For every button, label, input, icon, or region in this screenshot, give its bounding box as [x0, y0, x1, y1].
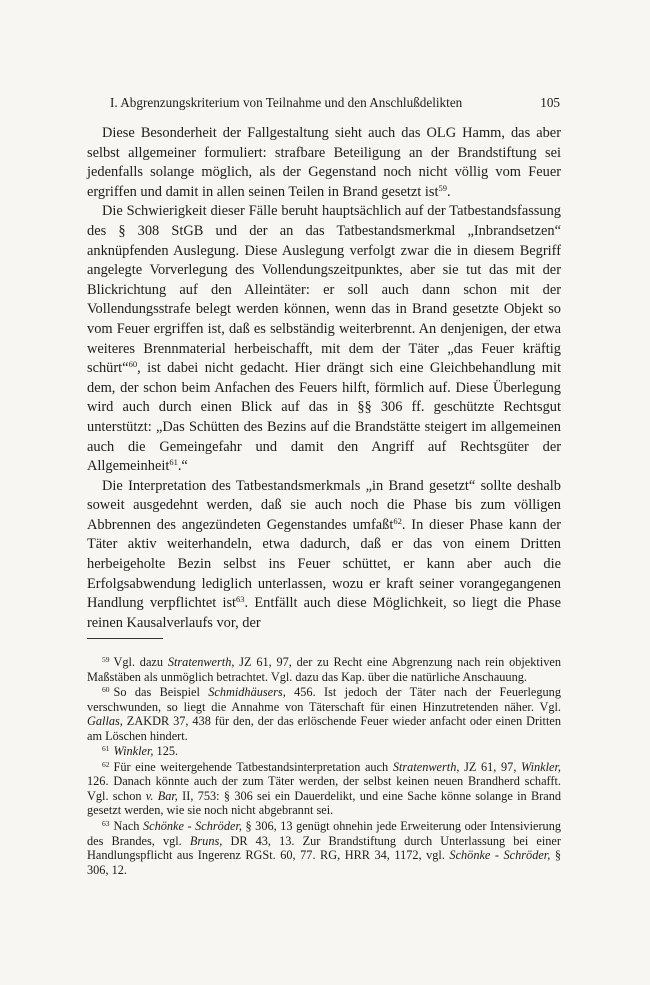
page-number: 105: [540, 95, 560, 110]
footnote-separator: [87, 638, 163, 639]
footnote-number: 59: [102, 655, 110, 664]
paragraph-text: . In dieser Phase kann der Täter aktiv weiterhandeln, etwa dadurch, daß er das von einem Dritten herbeigeholte Bezin selbst ins Feuer schüttet, er kann aber auch die Erfolgsabwendung lediglich unterlassen, wozu er kraft seiner vorangegangenen Handlung verpflichtet ist: [87, 516, 561, 612]
footnote-number: 60: [102, 685, 110, 695]
footnote-author: Winkler,: [521, 759, 561, 774]
footnote-text: Vgl. dazu: [113, 655, 168, 669]
footnote-number: 61: [102, 744, 110, 754]
footnote-author: Gallas,: [87, 714, 123, 729]
footnote-63: [87, 819, 561, 877]
paragraph-2: [87, 202, 561, 476]
footnote-text: DR 43, 13. Zur Brandstiftung durch Unterlassung bei einer Handlungspflicht aus Ingerenz RGSt. 60, 77. RG, HRR 34, 1172, vgl.: [87, 833, 561, 863]
footnote-number: 63: [102, 819, 110, 829]
footnote-text: 125.: [153, 744, 179, 759]
paragraph-text: .: [446, 183, 451, 200]
footnote-author: Schönke - Schröder,: [449, 848, 551, 863]
footnote-text: 126. Danach könnte auch der zum Täter werden, der selbst keinen neuen Brandherd schafft. Vgl. schon: [87, 774, 561, 803]
footnote-text: II, 753: § 306 sei ein Dauerdelikt, und eine Sache könne solange in Brand gesetzt werden, wie sie noch nicht abgebrannt sei.: [87, 788, 561, 818]
paragraph-3: [87, 477, 561, 634]
footnote-author: Schönke - Schröder,: [143, 819, 242, 834]
paragraph-text: , ist dabei nicht gedacht. Hier drängt sich eine Gleichbehandlung mit dem, der schon beim Anfachen des Feuers hilft, förmlich auf. Diese Überlegung wird auch durch einen Blick auf das in §§ 306 ff. geschützte Rechtsgut unterstützt: „Das Schütten des Bezins auf die Brandstätte steigert im allgemeinen auch die Gemeingefahr und damit den Angriff auf Rechtsgüter der Allgemeinheit: [87, 360, 561, 475]
footnote-author: Bruns,: [189, 833, 223, 848]
footnote-text: ZAKDR 37, 438 für den, der das erlöschende Feuer wieder anfacht oder einen Dritten am Löschen hindert.: [87, 714, 561, 743]
footnote-text: Für eine weitergehende Tatbestandsinterpretation auch: [113, 759, 393, 774]
footnote-60: [87, 685, 561, 743]
running-title: I. Abgrenzungskriterium von Teilnahme und den Anschlußdelikten: [110, 95, 463, 110]
footnote-text: JZ 61, 97,: [459, 759, 522, 774]
footnote-ref-63[interactable]: 63: [236, 594, 245, 605]
footnote-text: § 306, 13 genügt ohnehin jede Erweiterung oder Intensivierung des Brandes, vgl.: [87, 819, 561, 848]
footnote-author: v. Bar,: [145, 788, 178, 803]
footnote-author: Stratenwerth,: [167, 655, 235, 669]
paragraph-text: .“: [177, 458, 188, 475]
paragraph-text: . Entfällt auch diese Möglichkeit, so liegt die Phase reinen Kausalverlaufs vor, der: [87, 595, 561, 631]
paragraph-1: [87, 124, 561, 202]
footnote-ref-62[interactable]: 62: [393, 515, 402, 526]
paragraph-text: Die Interpretation des Tatbestandsmerkmals „in Brand gesetzt“ sollte deshalb soweit ausgedehnt werden, daß sie auch noch die Phase bis zum völligen Abbrennen des angezündeten Gegenstandes umfaßt: [87, 477, 561, 533]
paragraph-text: Die Schwierigkeit dieser Fälle beruht hauptsächlich auf der Tatbestandsfassung des § 308 StGB und der an das Tatbestandsmerkmal „Inbrandsetzen“ anknüpfenden Auslegung. Diese Auslegung verfolgt zwar die in diesem Begriff angelegte Vorverlegung des Vollendungszeitpunktes, aber sie tut das mit der Blickrichtung auf den Alleintäter: er soll auch dann schon mit der Vollendungsstrafe belegt werden können, wenn das in Brand gesetzte Objekt so vom Feuer ergriffen ist, daß es selbständig weiterbrennt. An denjenigen, der etwa weiteres Brennmaterial herbeischafft, mit dem der Täter „das Feuer kräftig schürt“: [87, 203, 561, 377]
footnote-text: 456. Ist jedoch der Täter nach der Feuerlegung verschwunden, so liegt die Annahme von Täterschaft für einen Hinzutretenden näher. Vgl.: [87, 685, 561, 714]
footnote-text: JZ 61, 97, der zu Recht eine Abgrenzung nach rein objektiven Maßstäben als unmöglich betrachtet. Vgl. dazu das Kap. über die natürliche Anschauung.: [87, 655, 561, 684]
main-text: [87, 124, 561, 633]
footnote-62: [87, 760, 561, 818]
footnote-text: So das Beispiel: [113, 685, 209, 700]
running-header: [110, 95, 560, 111]
footnote-number: 62: [102, 759, 110, 769]
footnote-author: Stratenwerth,: [392, 759, 460, 774]
footnote-author: Schmidhäusers,: [208, 685, 286, 700]
footnote-ref-59[interactable]: 59: [438, 182, 447, 193]
footnotes: [87, 655, 561, 878]
footnote-61: [87, 744, 561, 759]
footnote-ref-60[interactable]: 60: [128, 359, 138, 370]
footnote-text: § 306, 12.: [87, 848, 561, 877]
footnote-59: [87, 655, 561, 684]
footnote-author: Winkler,: [113, 744, 154, 759]
footnote-ref-61[interactable]: 61: [169, 457, 178, 468]
footnote-text: Nach: [113, 819, 143, 834]
paragraph-text: Diese Besonderheit der Fallgestaltung sieht auch das OLG Hamm, das aber selbst allgemeiner formuliert: strafbare Beteiligung an der Brandstiftung sei jedenfalls solange möglich, als der Gegenstand noch nicht völlig vom Feuer ergriffen und damit in allen seinen Teilen in Brand gesetzt ist: [87, 125, 561, 200]
